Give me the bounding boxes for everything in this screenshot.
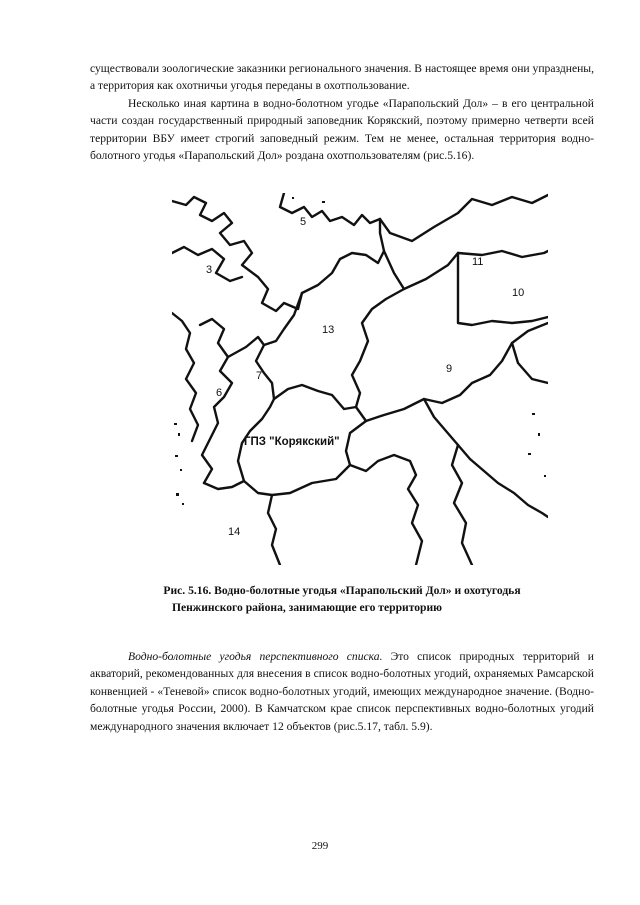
map-border-top-right <box>380 195 548 241</box>
map-border-region-3 <box>172 197 302 311</box>
map-border-13-9 <box>352 251 404 407</box>
map-border-region-9-east <box>366 323 548 421</box>
paragraph-1: существовали зоологические заказники регионального значения. В настоящее время они упразднены, а территория как охотничьи угодья переданы в охотпользование. <box>90 62 594 93</box>
map-label-6: 6 <box>216 387 223 399</box>
map-label-5: 5 <box>300 216 307 228</box>
map-border-south-coast <box>452 445 472 565</box>
paragraph-2 <box>90 95 594 165</box>
map-border-west-edge <box>172 313 198 441</box>
paragraph-2-text: Несколько иная картина в водно-болотном угодье «Парапольский Дол» – в его центральной части создан государственный природный заповедник Корякский, поэтому примерно четверти всей территории ВБУ имеет строгий заповедный режим. Тем не менее, остальная территория водно-болотного угодья «Парапольский Дол» роздана охотпользователям (рис.5.16). <box>90 97 594 163</box>
map-border-south-mid <box>350 455 422 565</box>
map-border-north-east <box>404 253 458 289</box>
map-border-region-5 <box>280 193 380 225</box>
map-label-11: 11 <box>472 256 484 268</box>
map-label-14: 14 <box>228 526 241 538</box>
paragraph-3-text: Это список природных территорий и акваторий, рекомендованных для внесения в список водно-болотных угодий, охраняемых Рамсарской конвенцией - «Теневой» список водно-болотных угодий, имеющих международное значение. (Водно-болотные угодья России, 2000). В Камчатском крае список перспективных водно-болотных угодий международного значения включает 12 объектов (рис.5.17, табл. 5.9). <box>90 650 594 733</box>
map-border-region-6 <box>200 319 232 483</box>
map-border-region-10 <box>512 343 548 383</box>
map-label-reserve: ГПЗ "Корякский" <box>244 436 340 448</box>
map-border-central-north <box>302 219 384 293</box>
paragraph-3 <box>90 648 594 735</box>
map-label-10: 10 <box>512 287 525 299</box>
map-label-3: 3 <box>206 264 213 276</box>
page-number: 299 <box>311 840 329 852</box>
map-border-region-14 <box>204 481 244 489</box>
paragraph-3-heading: Водно-болотные угодья перспективного списка. <box>128 650 383 663</box>
caption-line-2: Пенжинского района, занимающие его территорию <box>171 601 443 614</box>
hunting-grounds-map <box>172 193 548 565</box>
map-label-9: 9 <box>446 363 453 375</box>
map-label-7: 7 <box>256 370 263 382</box>
figure-caption <box>90 582 594 616</box>
map-label-13: 13 <box>322 324 335 336</box>
map-border-south-east <box>424 399 548 517</box>
map-border-south-central <box>268 495 280 565</box>
caption-line-1: Рис. 5.16. Водно-болотные угодья «Парапольский Дол» и охотугодья <box>163 584 521 597</box>
